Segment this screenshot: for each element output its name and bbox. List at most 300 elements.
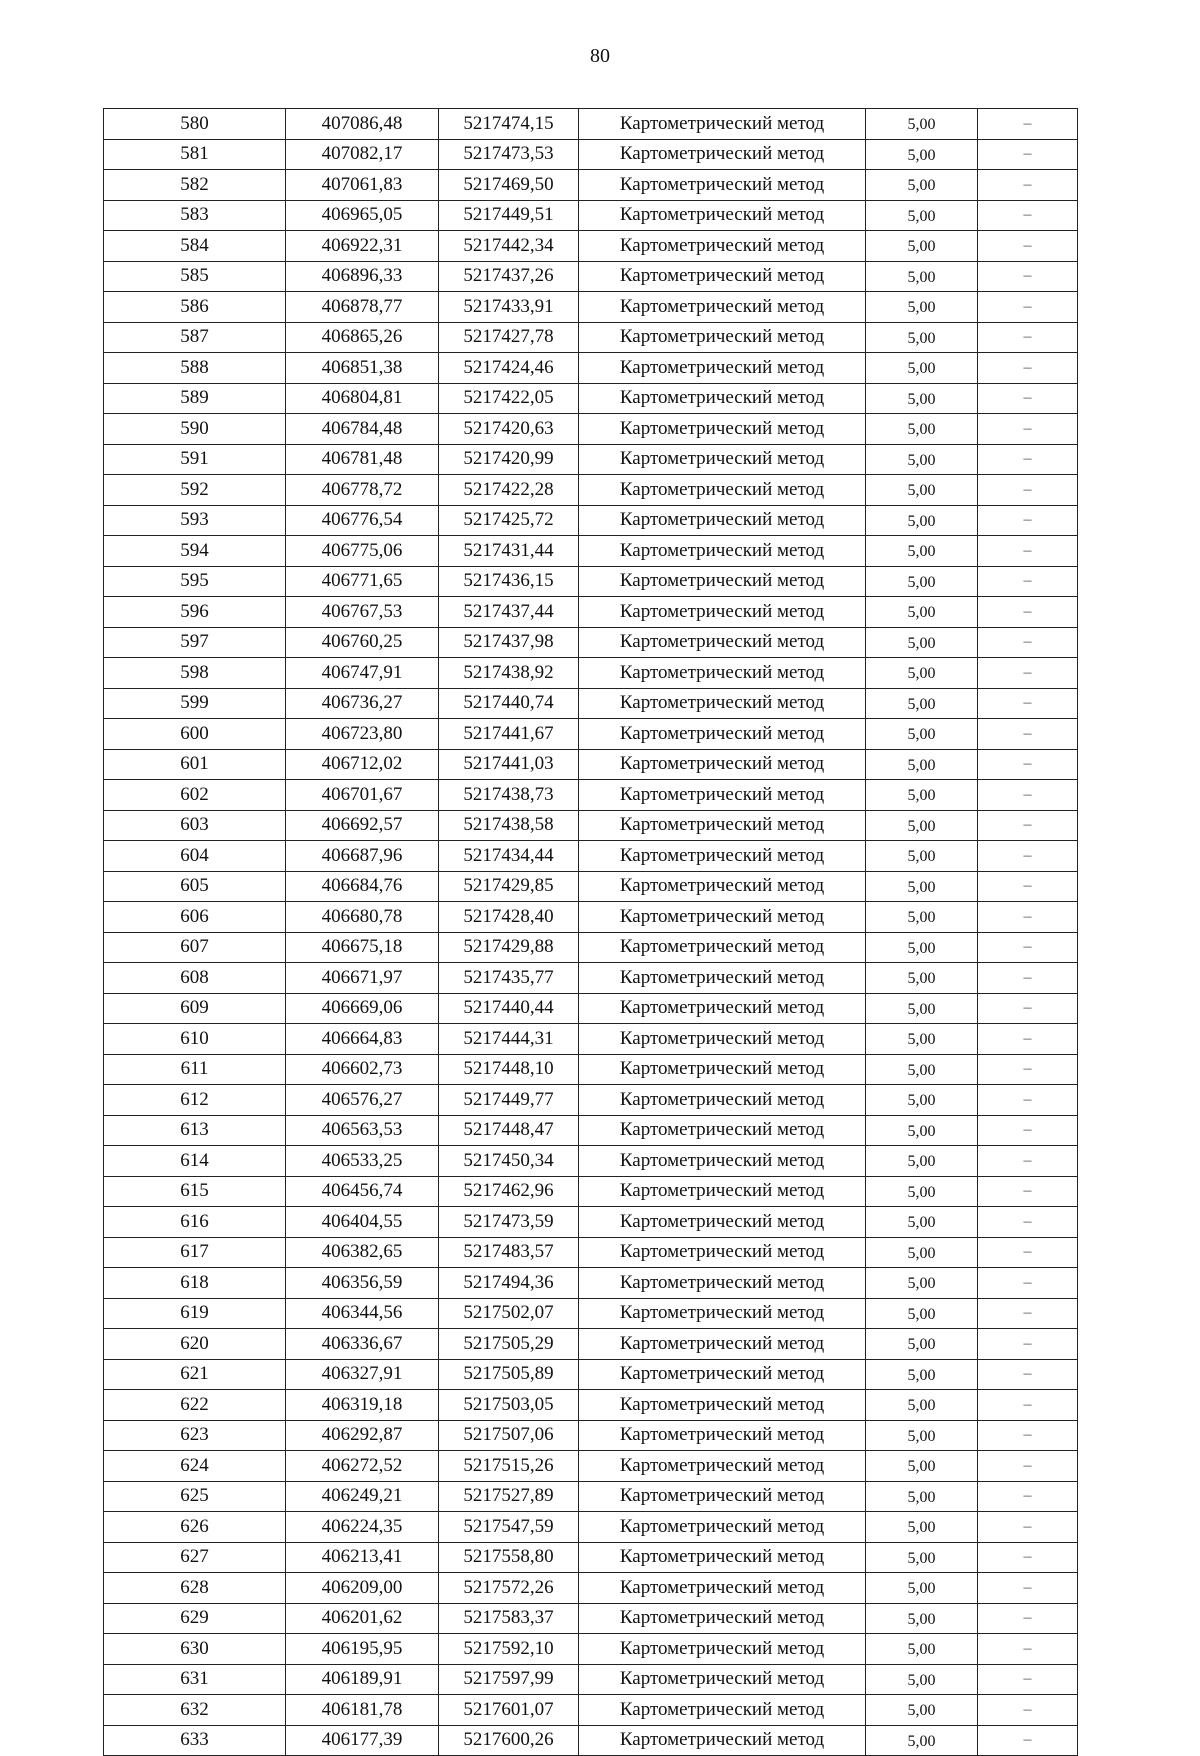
y-coordinate-cell: 5217441,03 bbox=[439, 749, 579, 780]
point-number-cell: 621 bbox=[104, 1359, 286, 1390]
y-coordinate-cell: 5217515,26 bbox=[439, 1451, 579, 1482]
description-cell: – bbox=[978, 292, 1078, 323]
point-number-cell: 616 bbox=[104, 1207, 286, 1238]
description-cell: – bbox=[978, 932, 1078, 963]
y-coordinate-cell: 5217444,31 bbox=[439, 1024, 579, 1055]
table-row bbox=[104, 1329, 1078, 1360]
point-number-cell: 580 bbox=[104, 109, 286, 140]
y-coordinate-cell: 5217583,37 bbox=[439, 1603, 579, 1634]
method-cell: Картометрический метод bbox=[579, 1695, 866, 1726]
page-number: 80 bbox=[590, 45, 610, 67]
method-cell: Картометрический метод bbox=[579, 627, 866, 658]
table-row bbox=[104, 993, 1078, 1024]
y-coordinate-cell: 5217547,59 bbox=[439, 1512, 579, 1543]
point-number-cell: 591 bbox=[104, 444, 286, 475]
point-number-cell: 600 bbox=[104, 719, 286, 750]
table-row bbox=[104, 871, 1078, 902]
method-cell: Картометрический метод bbox=[579, 1390, 866, 1421]
x-coordinate-cell: 406896,33 bbox=[286, 261, 439, 292]
y-coordinate-cell: 5217425,72 bbox=[439, 505, 579, 536]
accuracy-cell: 5,00 bbox=[866, 1329, 978, 1360]
accuracy-cell: 5,00 bbox=[866, 1359, 978, 1390]
y-coordinate-cell: 5217572,26 bbox=[439, 1573, 579, 1604]
x-coordinate-cell: 406181,78 bbox=[286, 1695, 439, 1726]
y-coordinate-cell: 5217436,15 bbox=[439, 566, 579, 597]
y-coordinate-cell: 5217428,40 bbox=[439, 902, 579, 933]
method-cell: Картометрический метод bbox=[579, 902, 866, 933]
accuracy-cell: 5,00 bbox=[866, 749, 978, 780]
point-number-cell: 633 bbox=[104, 1725, 286, 1756]
x-coordinate-cell: 406576,27 bbox=[286, 1085, 439, 1116]
table-row bbox=[104, 1146, 1078, 1177]
x-coordinate-cell: 406747,91 bbox=[286, 658, 439, 689]
method-cell: Картометрический метод bbox=[579, 1481, 866, 1512]
x-coordinate-cell: 406865,26 bbox=[286, 322, 439, 353]
description-cell: – bbox=[978, 475, 1078, 506]
table-row bbox=[104, 1085, 1078, 1116]
method-cell: Картометрический метод bbox=[579, 1573, 866, 1604]
description-cell: – bbox=[978, 1268, 1078, 1299]
y-coordinate-cell: 5217449,51 bbox=[439, 200, 579, 231]
accuracy-cell: 5,00 bbox=[866, 444, 978, 475]
table-row bbox=[104, 1390, 1078, 1421]
description-cell: – bbox=[978, 1420, 1078, 1451]
x-coordinate-cell: 406533,25 bbox=[286, 1146, 439, 1177]
method-cell: Картометрический метод bbox=[579, 1603, 866, 1634]
point-number-cell: 618 bbox=[104, 1268, 286, 1299]
x-coordinate-cell: 406224,35 bbox=[286, 1512, 439, 1543]
y-coordinate-cell: 5217474,15 bbox=[439, 109, 579, 140]
x-coordinate-cell: 406804,81 bbox=[286, 383, 439, 414]
table-row bbox=[104, 1359, 1078, 1390]
description-cell: – bbox=[978, 566, 1078, 597]
table-row bbox=[104, 231, 1078, 262]
method-cell: Картометрический метод bbox=[579, 1024, 866, 1055]
table-row bbox=[104, 566, 1078, 597]
y-coordinate-cell: 5217427,78 bbox=[439, 322, 579, 353]
accuracy-cell: 5,00 bbox=[866, 322, 978, 353]
accuracy-cell: 5,00 bbox=[866, 1237, 978, 1268]
accuracy-cell: 5,00 bbox=[866, 1725, 978, 1756]
method-cell: Картометрический метод bbox=[579, 1146, 866, 1177]
accuracy-cell: 5,00 bbox=[866, 1573, 978, 1604]
method-cell: Картометрический метод bbox=[579, 810, 866, 841]
method-cell: Картометрический метод bbox=[579, 1329, 866, 1360]
y-coordinate-cell: 5217434,44 bbox=[439, 841, 579, 872]
y-coordinate-cell: 5217502,07 bbox=[439, 1298, 579, 1329]
x-coordinate-cell: 406692,57 bbox=[286, 810, 439, 841]
description-cell: – bbox=[978, 1176, 1078, 1207]
method-cell: Картометрический метод bbox=[579, 170, 866, 201]
y-coordinate-cell: 5217438,73 bbox=[439, 780, 579, 811]
accuracy-cell: 5,00 bbox=[866, 1542, 978, 1573]
x-coordinate-cell: 407086,48 bbox=[286, 109, 439, 140]
description-cell: – bbox=[978, 1512, 1078, 1543]
accuracy-cell: 5,00 bbox=[866, 1146, 978, 1177]
x-coordinate-cell: 406736,27 bbox=[286, 688, 439, 719]
accuracy-cell: 5,00 bbox=[866, 1634, 978, 1665]
description-cell: – bbox=[978, 1085, 1078, 1116]
description-cell: – bbox=[978, 871, 1078, 902]
method-cell: Картометрический метод bbox=[579, 993, 866, 1024]
description-cell: – bbox=[978, 444, 1078, 475]
description-cell: – bbox=[978, 627, 1078, 658]
point-number-cell: 592 bbox=[104, 475, 286, 506]
table-row bbox=[104, 1573, 1078, 1604]
y-coordinate-cell: 5217422,28 bbox=[439, 475, 579, 506]
x-coordinate-cell: 406272,52 bbox=[286, 1451, 439, 1482]
accuracy-cell: 5,00 bbox=[866, 932, 978, 963]
y-coordinate-cell: 5217601,07 bbox=[439, 1695, 579, 1726]
y-coordinate-cell: 5217448,10 bbox=[439, 1054, 579, 1085]
y-coordinate-cell: 5217503,05 bbox=[439, 1390, 579, 1421]
table-row bbox=[104, 1481, 1078, 1512]
description-cell: – bbox=[978, 322, 1078, 353]
x-coordinate-cell: 406602,73 bbox=[286, 1054, 439, 1085]
accuracy-cell: 5,00 bbox=[866, 658, 978, 689]
y-coordinate-cell: 5217433,91 bbox=[439, 292, 579, 323]
x-coordinate-cell: 406664,83 bbox=[286, 1024, 439, 1055]
accuracy-cell: 5,00 bbox=[866, 109, 978, 140]
method-cell: Картометрический метод bbox=[579, 749, 866, 780]
description-cell: – bbox=[978, 1359, 1078, 1390]
point-number-cell: 582 bbox=[104, 170, 286, 201]
method-cell: Картометрический метод bbox=[579, 383, 866, 414]
x-coordinate-cell: 406778,72 bbox=[286, 475, 439, 506]
accuracy-cell: 5,00 bbox=[866, 1695, 978, 1726]
accuracy-cell: 5,00 bbox=[866, 688, 978, 719]
method-cell: Картометрический метод bbox=[579, 261, 866, 292]
x-coordinate-cell: 406878,77 bbox=[286, 292, 439, 323]
description-cell: – bbox=[978, 1634, 1078, 1665]
coordinates-table-body bbox=[104, 109, 1078, 1756]
x-coordinate-cell: 407061,83 bbox=[286, 170, 439, 201]
method-cell: Картометрический метод bbox=[579, 1512, 866, 1543]
accuracy-cell: 5,00 bbox=[866, 1603, 978, 1634]
method-cell: Картометрический метод bbox=[579, 1207, 866, 1238]
method-cell: Картометрический метод bbox=[579, 536, 866, 567]
description-cell: – bbox=[978, 1390, 1078, 1421]
x-coordinate-cell: 406760,25 bbox=[286, 627, 439, 658]
x-coordinate-cell: 406356,59 bbox=[286, 1268, 439, 1299]
table-row bbox=[104, 1237, 1078, 1268]
y-coordinate-cell: 5217558,80 bbox=[439, 1542, 579, 1573]
point-number-cell: 607 bbox=[104, 932, 286, 963]
y-coordinate-cell: 5217473,53 bbox=[439, 139, 579, 170]
point-number-cell: 612 bbox=[104, 1085, 286, 1116]
point-number-cell: 609 bbox=[104, 993, 286, 1024]
y-coordinate-cell: 5217450,34 bbox=[439, 1146, 579, 1177]
x-coordinate-cell: 406319,18 bbox=[286, 1390, 439, 1421]
method-cell: Картометрический метод bbox=[579, 292, 866, 323]
table-row bbox=[104, 1024, 1078, 1055]
description-cell: – bbox=[978, 1115, 1078, 1146]
description-cell: – bbox=[978, 1146, 1078, 1177]
method-cell: Картометрический метод bbox=[579, 597, 866, 628]
description-cell: – bbox=[978, 749, 1078, 780]
point-number-cell: 588 bbox=[104, 353, 286, 384]
method-cell: Картометрический метод bbox=[579, 719, 866, 750]
method-cell: Картометрический метод bbox=[579, 566, 866, 597]
point-number-cell: 610 bbox=[104, 1024, 286, 1055]
accuracy-cell: 5,00 bbox=[866, 993, 978, 1024]
description-cell: – bbox=[978, 810, 1078, 841]
table-row bbox=[104, 261, 1078, 292]
accuracy-cell: 5,00 bbox=[866, 1420, 978, 1451]
point-number-cell: 585 bbox=[104, 261, 286, 292]
accuracy-cell: 5,00 bbox=[866, 1024, 978, 1055]
description-cell: – bbox=[978, 841, 1078, 872]
description-cell: – bbox=[978, 383, 1078, 414]
accuracy-cell: 5,00 bbox=[866, 810, 978, 841]
accuracy-cell: 5,00 bbox=[866, 170, 978, 201]
x-coordinate-cell: 406775,06 bbox=[286, 536, 439, 567]
point-number-cell: 605 bbox=[104, 871, 286, 902]
accuracy-cell: 5,00 bbox=[866, 1481, 978, 1512]
point-number-cell: 599 bbox=[104, 688, 286, 719]
y-coordinate-cell: 5217527,89 bbox=[439, 1481, 579, 1512]
description-cell: – bbox=[978, 1054, 1078, 1085]
point-number-cell: 632 bbox=[104, 1695, 286, 1726]
point-number-cell: 629 bbox=[104, 1603, 286, 1634]
accuracy-cell: 5,00 bbox=[866, 1207, 978, 1238]
accuracy-cell: 5,00 bbox=[866, 841, 978, 872]
table-row bbox=[104, 1298, 1078, 1329]
table-row bbox=[104, 200, 1078, 231]
x-coordinate-cell: 406382,65 bbox=[286, 1237, 439, 1268]
method-cell: Картометрический метод bbox=[579, 505, 866, 536]
description-cell: – bbox=[978, 1329, 1078, 1360]
description-cell: – bbox=[978, 1298, 1078, 1329]
table-row bbox=[104, 536, 1078, 567]
table-row bbox=[104, 1451, 1078, 1482]
point-number-cell: 630 bbox=[104, 1634, 286, 1665]
x-coordinate-cell: 406687,96 bbox=[286, 841, 439, 872]
method-cell: Картометрический метод bbox=[579, 1634, 866, 1665]
accuracy-cell: 5,00 bbox=[866, 719, 978, 750]
method-cell: Картометрический метод bbox=[579, 1542, 866, 1573]
x-coordinate-cell: 406712,02 bbox=[286, 749, 439, 780]
table-row bbox=[104, 902, 1078, 933]
y-coordinate-cell: 5217440,44 bbox=[439, 993, 579, 1024]
table-row bbox=[104, 841, 1078, 872]
table-row bbox=[104, 719, 1078, 750]
description-cell: – bbox=[978, 963, 1078, 994]
description-cell: – bbox=[978, 1481, 1078, 1512]
x-coordinate-cell: 406675,18 bbox=[286, 932, 439, 963]
table-row bbox=[104, 1542, 1078, 1573]
accuracy-cell: 5,00 bbox=[866, 1176, 978, 1207]
accuracy-cell: 5,00 bbox=[866, 414, 978, 445]
description-cell: – bbox=[978, 1573, 1078, 1604]
accuracy-cell: 5,00 bbox=[866, 1268, 978, 1299]
x-coordinate-cell: 406563,53 bbox=[286, 1115, 439, 1146]
description-cell: – bbox=[978, 1603, 1078, 1634]
method-cell: Картометрический метод bbox=[579, 1451, 866, 1482]
y-coordinate-cell: 5217449,77 bbox=[439, 1085, 579, 1116]
description-cell: – bbox=[978, 1237, 1078, 1268]
table-row bbox=[104, 353, 1078, 384]
point-number-cell: 584 bbox=[104, 231, 286, 262]
table-row bbox=[104, 810, 1078, 841]
y-coordinate-cell: 5217507,06 bbox=[439, 1420, 579, 1451]
method-cell: Картометрический метод bbox=[579, 688, 866, 719]
point-number-cell: 594 bbox=[104, 536, 286, 567]
accuracy-cell: 5,00 bbox=[866, 261, 978, 292]
description-cell: – bbox=[978, 139, 1078, 170]
method-cell: Картометрический метод bbox=[579, 1085, 866, 1116]
method-cell: Картометрический метод bbox=[579, 353, 866, 384]
method-cell: Картометрический метод bbox=[579, 1359, 866, 1390]
point-number-cell: 608 bbox=[104, 963, 286, 994]
point-number-cell: 604 bbox=[104, 841, 286, 872]
y-coordinate-cell: 5217429,88 bbox=[439, 932, 579, 963]
y-coordinate-cell: 5217505,89 bbox=[439, 1359, 579, 1390]
x-coordinate-cell: 406195,95 bbox=[286, 1634, 439, 1665]
y-coordinate-cell: 5217462,96 bbox=[439, 1176, 579, 1207]
accuracy-cell: 5,00 bbox=[866, 292, 978, 323]
x-coordinate-cell: 406669,06 bbox=[286, 993, 439, 1024]
point-number-cell: 597 bbox=[104, 627, 286, 658]
description-cell: – bbox=[978, 1725, 1078, 1756]
y-coordinate-cell: 5217473,59 bbox=[439, 1207, 579, 1238]
y-coordinate-cell: 5217600,26 bbox=[439, 1725, 579, 1756]
description-cell: – bbox=[978, 597, 1078, 628]
y-coordinate-cell: 5217505,29 bbox=[439, 1329, 579, 1360]
point-number-cell: 593 bbox=[104, 505, 286, 536]
point-number-cell: 589 bbox=[104, 383, 286, 414]
accuracy-cell: 5,00 bbox=[866, 566, 978, 597]
table-row bbox=[104, 1512, 1078, 1543]
point-number-cell: 625 bbox=[104, 1481, 286, 1512]
table-row bbox=[104, 1420, 1078, 1451]
method-cell: Картометрический метод bbox=[579, 139, 866, 170]
table-row bbox=[104, 597, 1078, 628]
point-number-cell: 626 bbox=[104, 1512, 286, 1543]
table-row bbox=[104, 1695, 1078, 1726]
accuracy-cell: 5,00 bbox=[866, 536, 978, 567]
accuracy-cell: 5,00 bbox=[866, 475, 978, 506]
table-row bbox=[104, 1725, 1078, 1756]
y-coordinate-cell: 5217592,10 bbox=[439, 1634, 579, 1665]
description-cell: – bbox=[978, 170, 1078, 201]
point-number-cell: 595 bbox=[104, 566, 286, 597]
y-coordinate-cell: 5217448,47 bbox=[439, 1115, 579, 1146]
accuracy-cell: 5,00 bbox=[866, 200, 978, 231]
x-coordinate-cell: 406327,91 bbox=[286, 1359, 439, 1390]
point-number-cell: 603 bbox=[104, 810, 286, 841]
x-coordinate-cell: 406456,74 bbox=[286, 1176, 439, 1207]
x-coordinate-cell: 406336,67 bbox=[286, 1329, 439, 1360]
accuracy-cell: 5,00 bbox=[866, 1115, 978, 1146]
table-row bbox=[104, 444, 1078, 475]
description-cell: – bbox=[978, 902, 1078, 933]
y-coordinate-cell: 5217437,26 bbox=[439, 261, 579, 292]
method-cell: Картометрический метод bbox=[579, 1725, 866, 1756]
accuracy-cell: 5,00 bbox=[866, 963, 978, 994]
y-coordinate-cell: 5217437,44 bbox=[439, 597, 579, 628]
point-number-cell: 613 bbox=[104, 1115, 286, 1146]
table-row bbox=[104, 688, 1078, 719]
y-coordinate-cell: 5217431,44 bbox=[439, 536, 579, 567]
x-coordinate-cell: 406209,00 bbox=[286, 1573, 439, 1604]
x-coordinate-cell: 406771,65 bbox=[286, 566, 439, 597]
table-row bbox=[104, 780, 1078, 811]
accuracy-cell: 5,00 bbox=[866, 505, 978, 536]
accuracy-cell: 5,00 bbox=[866, 1298, 978, 1329]
table-row bbox=[104, 1603, 1078, 1634]
table-row bbox=[104, 170, 1078, 201]
x-coordinate-cell: 406213,41 bbox=[286, 1542, 439, 1573]
method-cell: Картометрический метод bbox=[579, 780, 866, 811]
x-coordinate-cell: 406684,76 bbox=[286, 871, 439, 902]
x-coordinate-cell: 406671,97 bbox=[286, 963, 439, 994]
point-number-cell: 614 bbox=[104, 1146, 286, 1177]
y-coordinate-cell: 5217437,98 bbox=[439, 627, 579, 658]
method-cell: Картометрический метод bbox=[579, 1664, 866, 1695]
description-cell: – bbox=[978, 414, 1078, 445]
y-coordinate-cell: 5217435,77 bbox=[439, 963, 579, 994]
y-coordinate-cell: 5217441,67 bbox=[439, 719, 579, 750]
x-coordinate-cell: 406680,78 bbox=[286, 902, 439, 933]
accuracy-cell: 5,00 bbox=[866, 902, 978, 933]
description-cell: – bbox=[978, 261, 1078, 292]
x-coordinate-cell: 406776,54 bbox=[286, 505, 439, 536]
description-cell: – bbox=[978, 200, 1078, 231]
x-coordinate-cell: 406784,48 bbox=[286, 414, 439, 445]
method-cell: Картометрический метод bbox=[579, 231, 866, 262]
accuracy-cell: 5,00 bbox=[866, 780, 978, 811]
description-cell: – bbox=[978, 780, 1078, 811]
accuracy-cell: 5,00 bbox=[866, 139, 978, 170]
y-coordinate-cell: 5217422,05 bbox=[439, 383, 579, 414]
table-row bbox=[104, 109, 1078, 140]
method-cell: Картометрический метод bbox=[579, 932, 866, 963]
point-number-cell: 583 bbox=[104, 200, 286, 231]
table-row bbox=[104, 292, 1078, 323]
description-cell: – bbox=[978, 1024, 1078, 1055]
description-cell: – bbox=[978, 353, 1078, 384]
y-coordinate-cell: 5217420,63 bbox=[439, 414, 579, 445]
y-coordinate-cell: 5217424,46 bbox=[439, 353, 579, 384]
x-coordinate-cell: 406404,55 bbox=[286, 1207, 439, 1238]
table-row bbox=[104, 1634, 1078, 1665]
x-coordinate-cell: 406201,62 bbox=[286, 1603, 439, 1634]
method-cell: Картометрический метод bbox=[579, 1298, 866, 1329]
description-cell: – bbox=[978, 1451, 1078, 1482]
coordinates-table bbox=[103, 108, 1078, 1756]
table-row bbox=[104, 932, 1078, 963]
table-row bbox=[104, 963, 1078, 994]
point-number-cell: 627 bbox=[104, 1542, 286, 1573]
method-cell: Картометрический метод bbox=[579, 1054, 866, 1085]
x-coordinate-cell: 406965,05 bbox=[286, 200, 439, 231]
method-cell: Картометрический метод bbox=[579, 1237, 866, 1268]
point-number-cell: 622 bbox=[104, 1390, 286, 1421]
point-number-cell: 586 bbox=[104, 292, 286, 323]
y-coordinate-cell: 5217438,58 bbox=[439, 810, 579, 841]
method-cell: Картометрический метод bbox=[579, 109, 866, 140]
method-cell: Картометрический метод bbox=[579, 322, 866, 353]
point-number-cell: 619 bbox=[104, 1298, 286, 1329]
description-cell: – bbox=[978, 505, 1078, 536]
x-coordinate-cell: 406851,38 bbox=[286, 353, 439, 384]
description-cell: – bbox=[978, 688, 1078, 719]
x-coordinate-cell: 407082,17 bbox=[286, 139, 439, 170]
description-cell: – bbox=[978, 993, 1078, 1024]
x-coordinate-cell: 406781,48 bbox=[286, 444, 439, 475]
method-cell: Картометрический метод bbox=[579, 414, 866, 445]
